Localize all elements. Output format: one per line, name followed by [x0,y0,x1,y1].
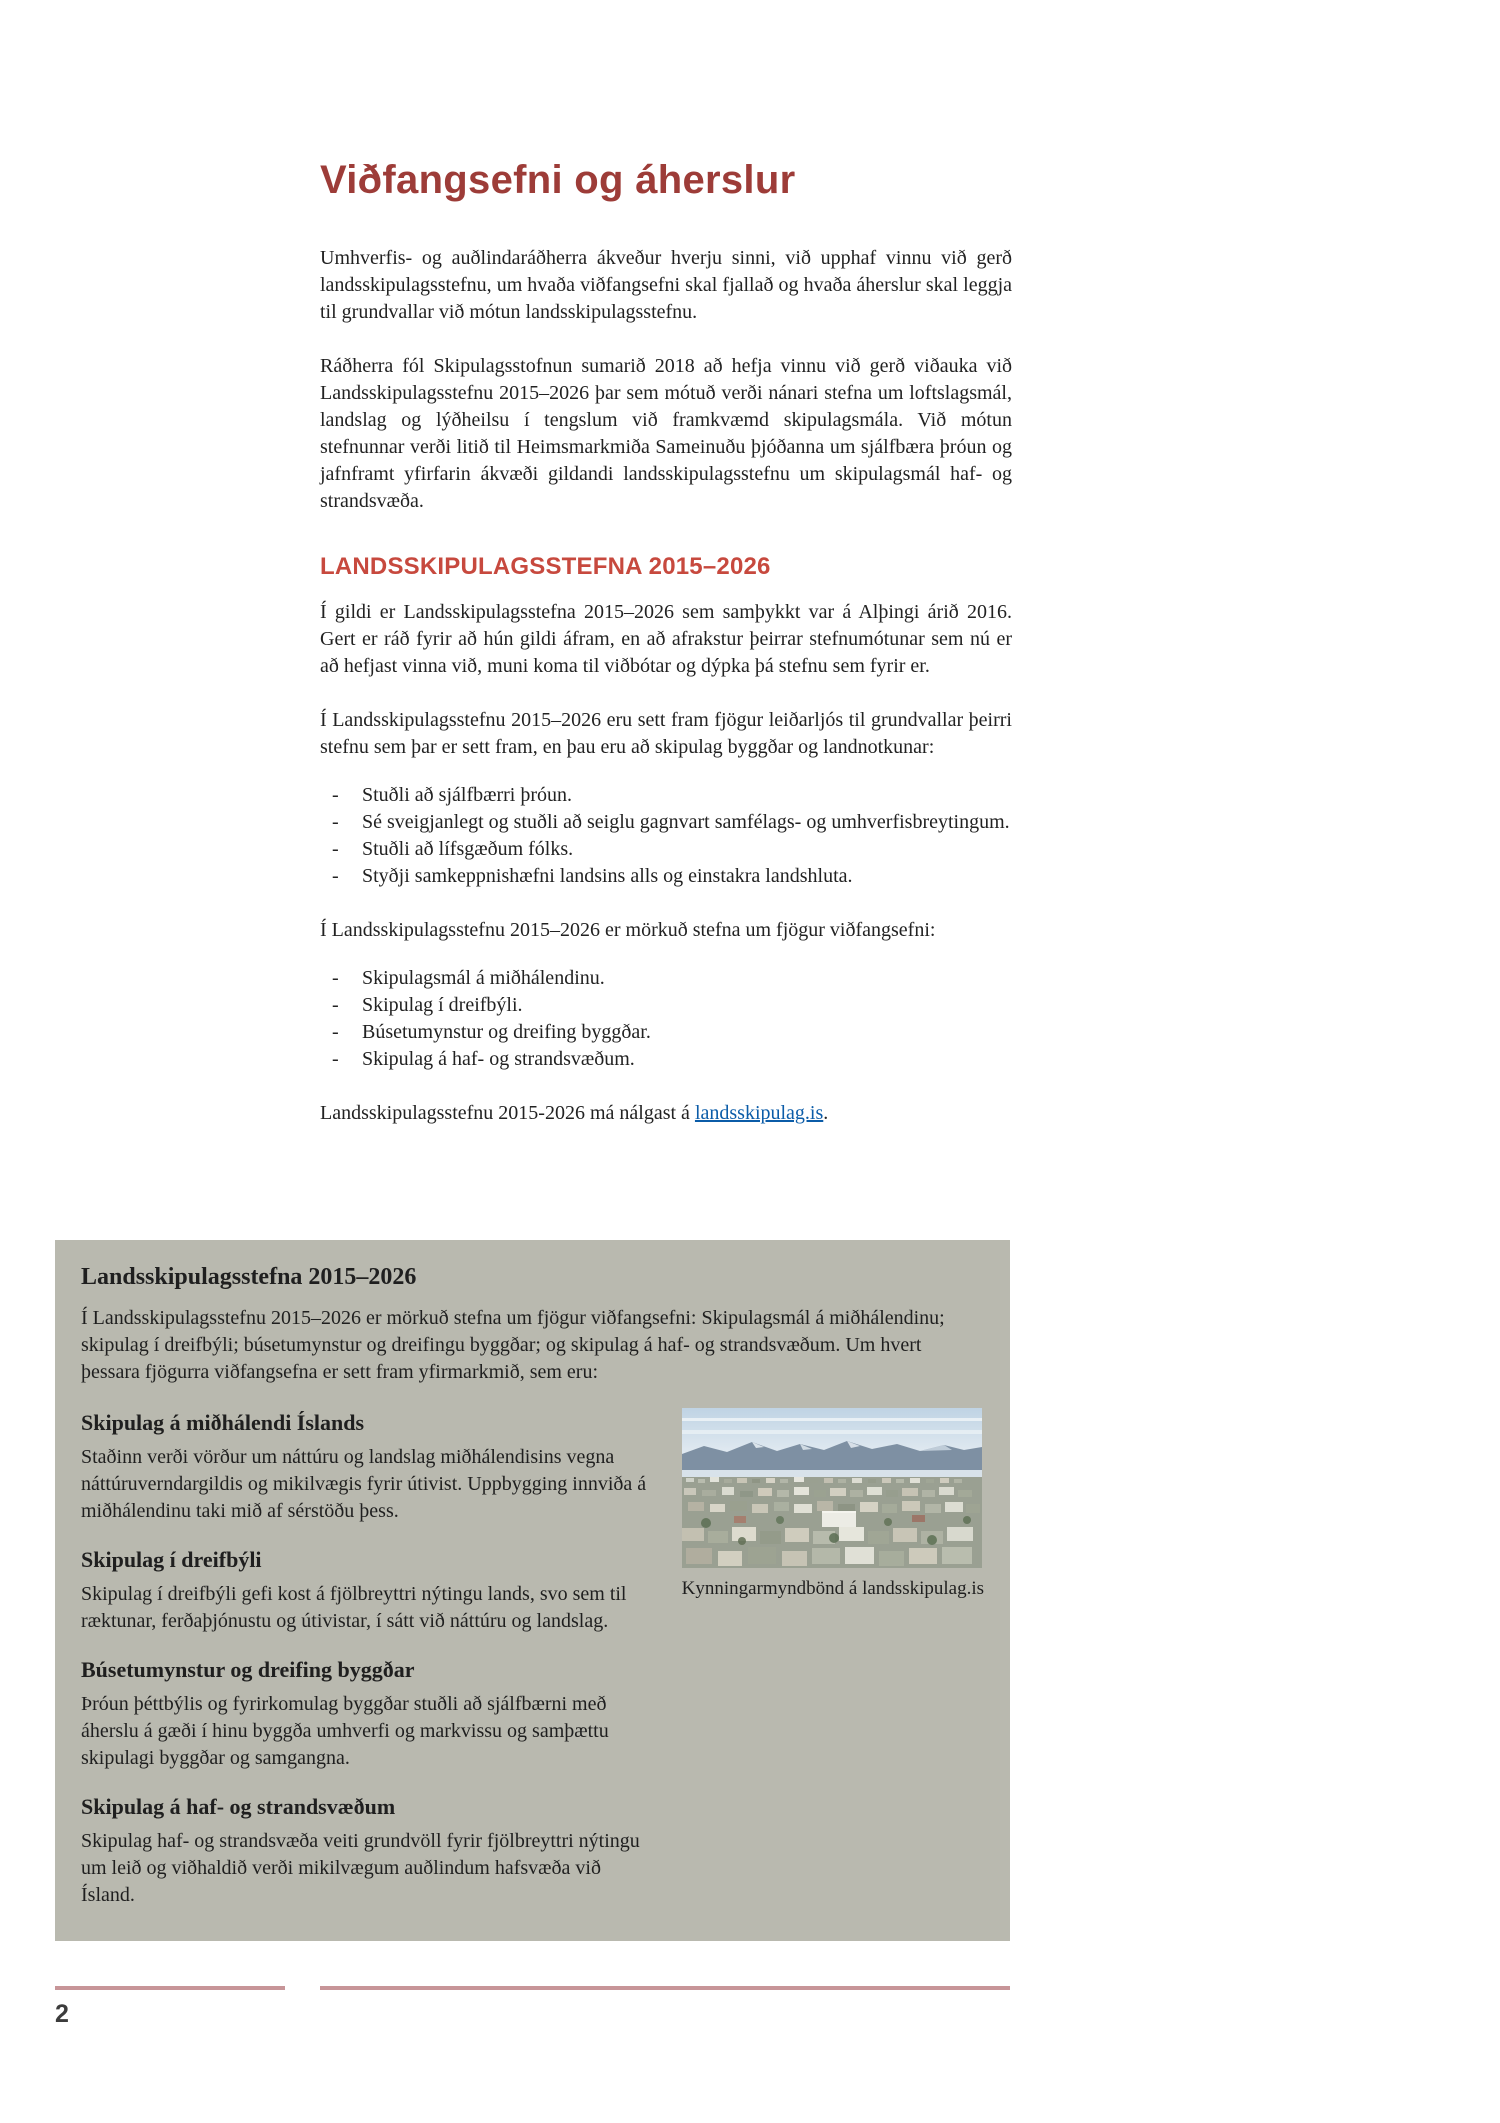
callout-title: Landsskipulagsstefna 2015–2026 [81,1264,417,1290]
list-item-text: Stuðli að sjálfbærri þróun. [362,784,572,806]
photo-landmark-building [822,1511,856,1527]
guidelines-list [320,782,1012,890]
photo-caption: Kynningarmyndbönd á landsskipulag.is [681,1578,984,1599]
list-item-text: Skipulag í dreifbýli. [362,994,523,1016]
list-item [320,836,1012,863]
list-item-text: Stuðli að lífsgæðum fólks. [362,838,574,860]
landsskipulag-link[interactable]: landsskipulag.is [694,1102,824,1124]
callout-section-heading: Skipulag á miðhálendi Íslands [81,1410,365,1435]
dash-marker: - [332,1048,339,1070]
dash-marker: - [332,994,339,1016]
callout-section-text: Skipulag haf- og strandsvæða veiti grundvöll fyrir fjölbreyttri nýtingu um leið og viðhaldið verði mikilvægum auðlindum hafsvæða við Ísland. [81,1830,640,1906]
list-item [320,809,1012,836]
callout-section-heading: Búsetumynstur og dreifing byggðar [81,1657,415,1682]
callout-section-busetumynstur [81,1657,656,1772]
callout-section-text: Staðinn verði vörður um náttúru og landslag miðhálendisins vegna náttúruverndargildis og mikilvægis fyrir útivist. Uppbygging innviða á miðhálendinu taki mið af sérstöðu þess. [81,1446,647,1522]
link-pre-text: Landsskipulagsstefnu 2015-2026 má nálgast á [320,1102,695,1124]
callout-section-hafsvaedi [81,1794,656,1909]
link-paragraph [320,1100,1012,1127]
dash-marker: - [332,1021,339,1043]
section-paragraph-3: Í Landsskipulagsstefnu 2015–2026 er mörkuð stefna um fjögur viðfangsefni: [320,919,936,941]
topics-list [320,965,1012,1073]
list-item-text: Búsetumynstur og dreifing byggðar. [362,1021,651,1043]
list-item-text: Skipulagsmál á miðhálendinu. [362,967,605,989]
footer-rule-left [55,1986,285,1990]
dash-marker: - [332,811,339,833]
main-column [320,158,1012,1154]
list-item-text: Skipulag á haf- og strandsvæðum. [362,1048,635,1070]
callout-section-text: Skipulag í dreifbýli gefi kost á fjölbreyttri nýtingu lands, svo sem til ræktunar, ferðaþjónustu og útivistar, í sátt við náttúru og landslag. [81,1583,627,1632]
intro-paragraph-2: Ráðherra fól Skipulagsstofnun sumarið 2018 að hefja vinnu við gerð viðauka við Landsskipulagsstefnu 2015–2026 þar sem mótuð verði nánari stefna um loftslagsmál, landslag og lýðheilsu í tengslum við framkvæmd skipulagsmála. Við mótun stefnunnar verði litið til Heimsmarkmiða Sameinuðu þjóðanna um sjálfbæra þróun og jafnframt yfirfarin ákvæði gildandi landsskipulagsstefnu um skipulagsmál haf- og strandsvæða. [320,355,1012,512]
list-item [320,1046,1012,1073]
list-item [320,965,1012,992]
page-number: 2 [55,2000,69,2028]
callout-box [55,1240,1010,1941]
callout-intro: Í Landsskipulagsstefnu 2015–2026 er mörkuð stefna um fjögur viðfangsefni: Skipulagsmál á miðhálendinu; skipulag í dreifbýli; búsetumynstur og dreifingu byggðar; og skipulag á haf- og strandsvæðum. Um hvert þessara fjögurra viðfangsefna er sett fram yfirmarkmið, sem eru: [81,1307,945,1383]
callout-section-dreifbyli [81,1547,656,1635]
footer-rule-right [320,1986,1010,1990]
link-post-text: . [823,1102,829,1124]
dash-marker: - [332,838,339,860]
dash-marker: - [332,865,339,887]
list-item-text: Sé sveigjanlegt og stuðli að seiglu gagnvart samfélags- og umhverfisbreytingum. [362,811,1010,833]
section-paragraph-2: Í Landsskipulagsstefnu 2015–2026 eru sett fram fjögur leiðarljós til grundvallar þeirri stefnu sem þar er sett fram, en þau eru að skipulag byggðar og landnotkunar: [320,709,1012,758]
dash-marker: - [332,967,339,989]
list-item [320,782,1012,809]
callout-section-heading: Skipulag í dreifbýli [81,1547,262,1572]
callout-section-text: Þróun þéttbýlis og fyrirkomulag byggðar stuðli að sjálfbærni með áherslu á gæði í hinu byggða umhverfi og markvissu og samþættu skipulagi byggðar og samgangna. [81,1693,609,1769]
callout-columns [81,1388,984,1909]
callout-text-column [81,1388,656,1909]
callout-section-heading: Skipulag á haf- og strandsvæðum [81,1794,396,1819]
photo-city-buildings [682,1477,982,1568]
section-heading: LANDSSKIPULAGSSTEFNA 2015–2026 [320,553,771,580]
list-item [320,863,1012,890]
list-item-text: Styðji samkeppnishæfni landsins alls og einstakra landshluta. [362,865,853,887]
list-item [320,992,1012,1019]
dash-marker: - [332,784,339,806]
reykjavik-aerial-photo [682,1408,982,1568]
intro-paragraph-1: Umhverfis- og auðlindaráðherra ákveður hverju sinni, við upphaf vinnu við gerð landsskipulagsstefnu, um hvaða viðfangsefni skal fjallað og hvaða áherslur skal leggja til grundvallar við mótun landsskipulagsstefnu. [320,247,1012,323]
section-paragraph-1: Í gildi er Landsskipulagsstefna 2015–2026 sem samþykkt var á Alþingi árið 2016. Gert er ráð fyrir að hún gildi áfram, en að afrakstur þeirrar stefnumótunar sem nú er að hefjast vinna við, muni koma til viðbótar og dýpka þá stefnu sem fyrir er. [320,601,1012,677]
callout-section-midhalendi [81,1410,656,1525]
callout-figure [682,1408,984,1600]
page-title: Viðfangsefni og áherslur [320,158,796,202]
list-item [320,1019,1012,1046]
